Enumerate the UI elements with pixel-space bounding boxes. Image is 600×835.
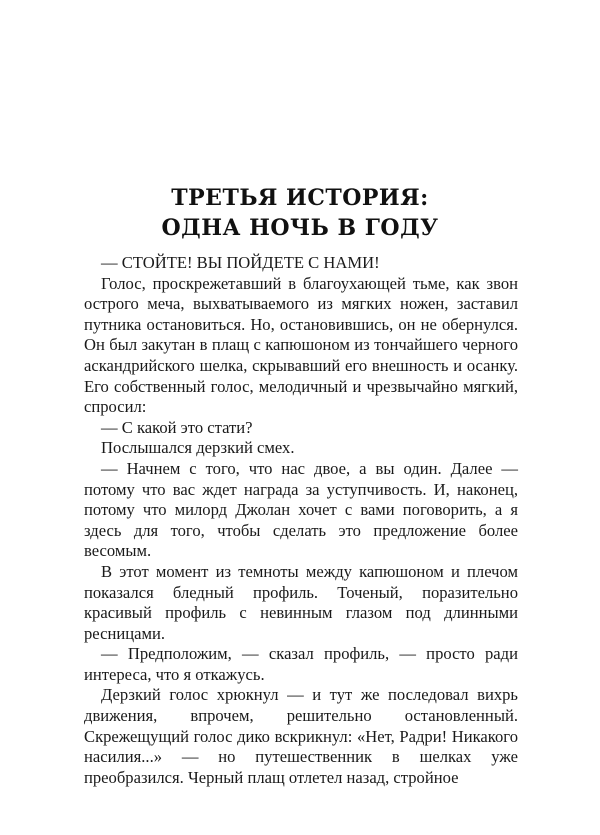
- paragraph: Послышался дерзкий смех.: [101, 438, 295, 458]
- paragraph: В этот момент из темноты между капюшоном и плечом показался бледный профиль. Точеный, поразительно красивый профиль с невинным глазом под длинными ресницами.: [84, 561, 518, 643]
- paragraph: — Предположим, — сказал профиль, — просто ради интереса, что я откажусь.: [84, 644, 518, 684]
- paragraph: Голос, проскрежетавший в благоухающей тьме, как звон острого меча, выхватываемого из мягких ножен, заставил путника остановиться. Но, остановившись, он не обернулся. Он был закутан в плащ с капюшоном из тончайшего черного аскандрийского шелка, скрывавший его внешность и осанку. Его собственный голос, мелодичный и чрезвычайно мягкий, спросил:: [84, 273, 518, 417]
- body-text: [84, 253, 518, 788]
- paragraph: Дерзкий голос хрюкнул — и тут же последовал вихрь движения, впрочем, решительно остановленный. Скрежещущий голос дико вскрикнул: «Нет, Радри! Никакого насилия...» — но путешественник в шелках уже преобразился. Черный плащ отлетел назад, стройное: [84, 685, 518, 787]
- paragraph: — Начнем с того, что нас двое, а вы один. Далее — потому что вас ждет награда за уступчивость. И, наконец, потому что милорд Джолан хочет с вами поговорить, а я здесь для того, чтобы сделать это предложение более весомым.: [84, 458, 518, 561]
- chapter-title-line-1: ТРЕТЬЯ ИСТОРИЯ:: [171, 185, 429, 211]
- chapter-title-line-2: ОДНА НОЧЬ В ГОДУ: [161, 215, 439, 241]
- paragraph: — СТОЙТЕ! ВЫ ПОЙДЕТЕ С НАМИ!: [101, 253, 380, 272]
- paragraph: — С какой это стати?: [101, 417, 253, 437]
- chapter-title: [0, 183, 600, 243]
